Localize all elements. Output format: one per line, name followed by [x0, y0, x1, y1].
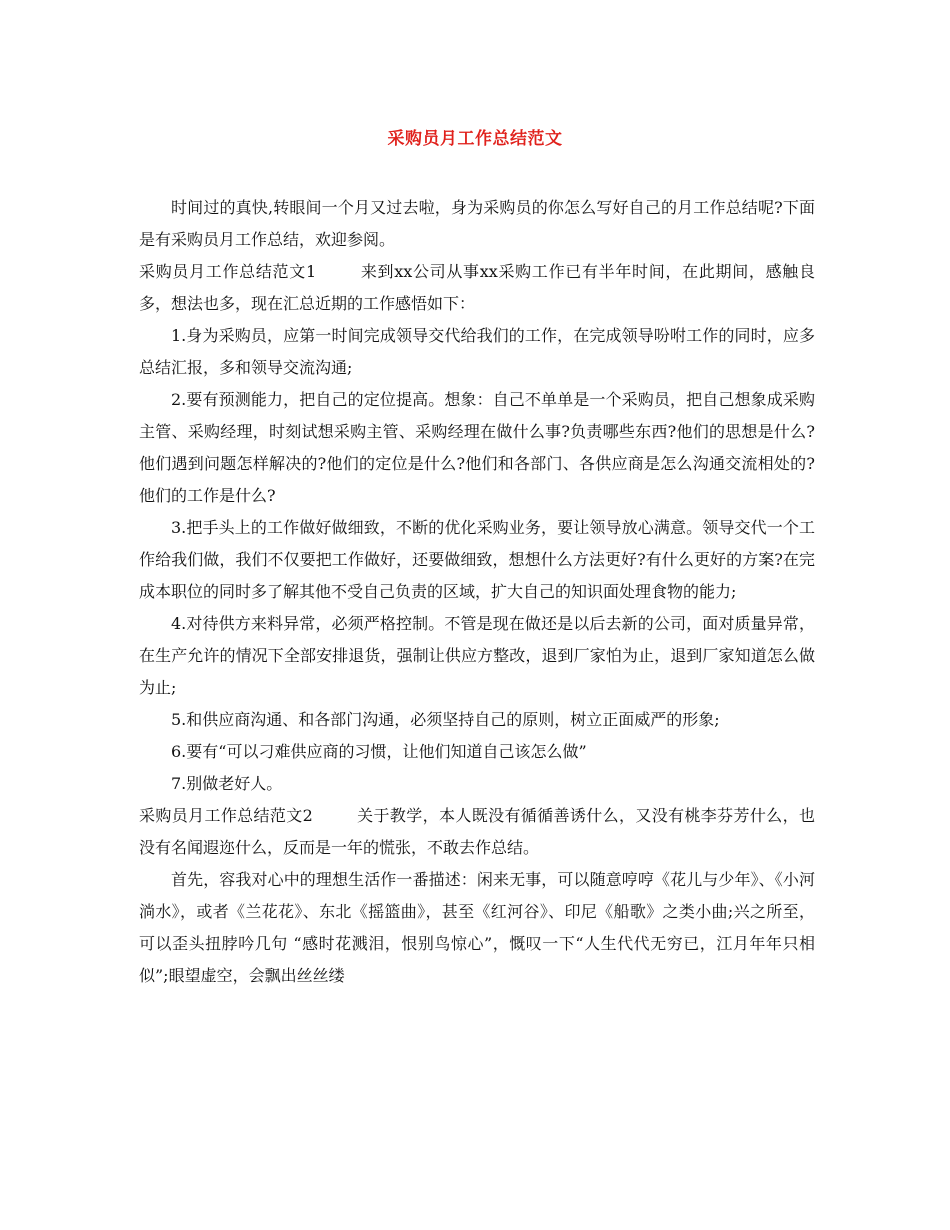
list-item-1: 1.身为采购员，应第一时间完成领导交代给我们的工作，在完成领导吩咐工作的同时，应多总结汇报，多和领导交流沟通;: [139, 326, 815, 377]
section2-paragraph: [139, 800, 815, 864]
section1-heading: 采购员月工作总结范文1: [139, 262, 317, 281]
list-item-5: 5.和供应商沟通、和各部门沟通，必须坚持自己的原则，树立正面威严的形象;: [171, 710, 720, 729]
intro-paragraph: 时间过的真快,转眼间一个月又过去啦，身为采购员的你怎么写好自己的月工作总结呢?下面是有采购员月工作总结，欢迎参阅。: [139, 198, 815, 249]
list-item-6: 6.要有“可以刁难供应商的习惯，让他们知道自己该怎么做”: [171, 742, 587, 761]
list-item-3: 3.把手头上的工作做好做细致，不断的优化采购业务，要让领导放心满意。领导交代一个工作给我们做，我们不仅要把工作做好，还要做细致，想想什么方法更好?有什么更好的方案?在完成本职位的同时多了解其他不受自己负责的区域，扩大自己的知识面处理食物的能力;: [139, 518, 815, 601]
list-item-4: 4.对待供方来料异常，必须严格控制。不管是现在做还是以后去新的公司，面对质量异常，在生产允许的情况下全部安排退货，强制让供应方整改，退到厂家怕为止，退到厂家知道怎么做为止;: [139, 614, 815, 697]
document-title: 采购员月工作总结范文: [387, 129, 563, 149]
section1-lead: 来到xx公司从事xx采购工作已有半年时间，在此期间，感触良多，想法也多，现在汇总近期的工作感悟如下：: [139, 262, 815, 313]
document-body: [139, 192, 815, 992]
section1-paragraph: [139, 256, 815, 320]
list-item-7: 7.别做老好人。: [171, 774, 283, 793]
list-item-2: 2.要有预测能力，把自己的定位提高。想象：自己不单单是一个采购员，把自己想象成采购主管、采购经理，时刻试想采购主管、采购经理在做什么事?负责哪些东西?他们的思想是什么?他们遇到问题怎样解决的?他们的定位是什么?他们和各部门、各供应商是怎么沟通交流相处的?他们的工作是什么?: [139, 390, 815, 505]
section2-lead: 关于教学，本人既没有循循善诱什么，又没有桃李芬芳什么，也没有名闻遐迩什么，反而是一年的慌张，不敢去作总结。: [139, 806, 815, 857]
first-paragraph: 首先，容我对心中的理想生活作一番描述：闲来无事，可以随意哼哼《花儿与少年》、《小河淌水》，或者《兰花花》、东北《摇篮曲》，甚至《红河谷》、印尼《船歌》之类小曲;兴之所至，可以歪头扭脖吟几句 “感时花溅泪，恨别鸟惊心”，慨叹一下“人生代代无穷已，江月年年只相似”;眼望虚空，会飘出丝丝缕: [139, 870, 815, 985]
section2-heading: 采购员月工作总结范文2: [139, 806, 313, 825]
